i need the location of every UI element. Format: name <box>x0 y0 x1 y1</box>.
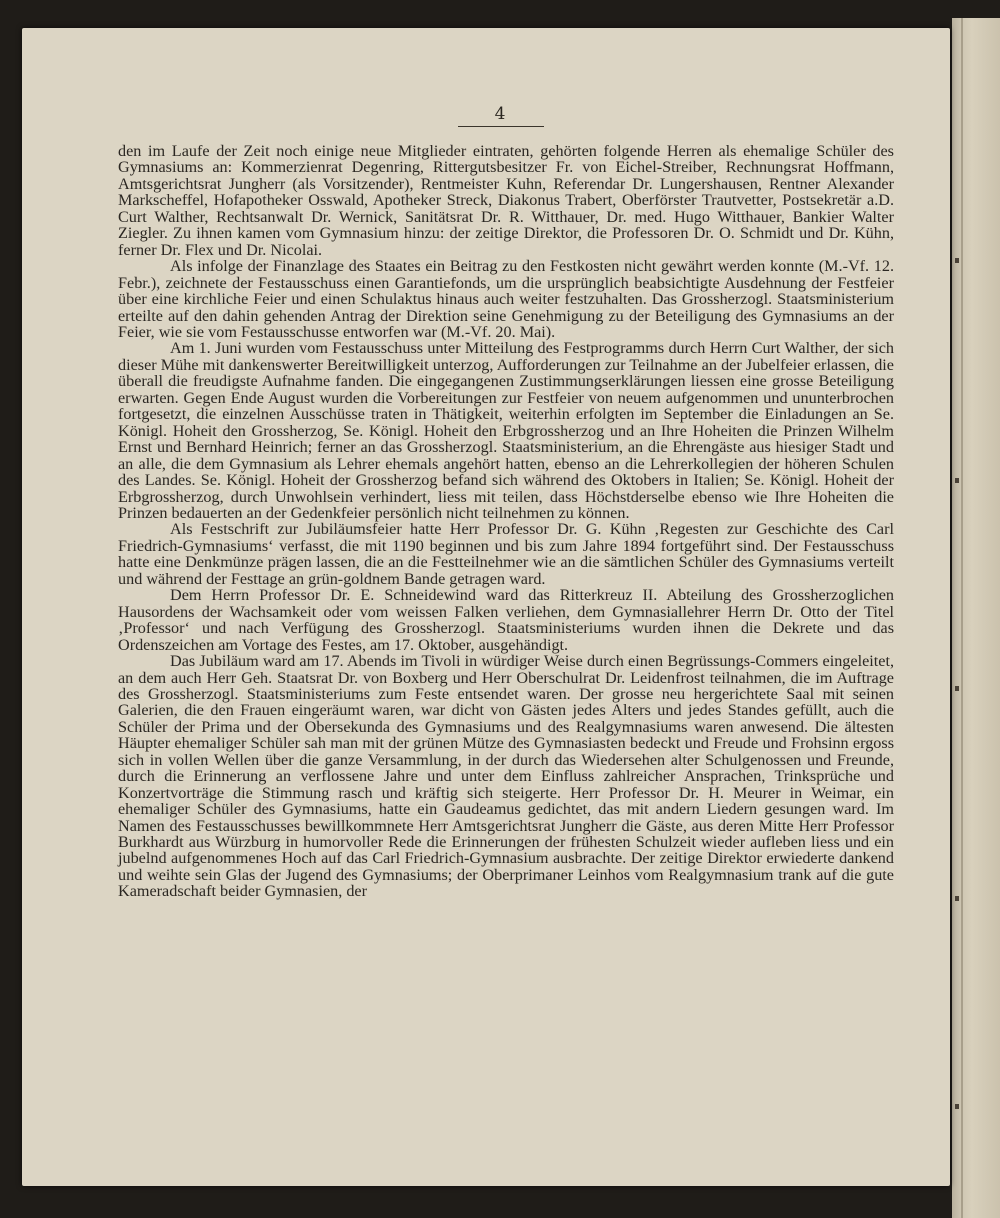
edge-mark <box>955 258 959 263</box>
page-number: 4 <box>494 104 506 124</box>
page-number-rule <box>458 126 544 127</box>
paragraph: Am 1. Juni wurden vom Festausschuss unter Mitteilung des Festprogramms durch Herrn Curt Walther, der sich dieser Mühe mit dankenswerter Bereitwilligkeit unterzog, Aufforderungen zur Teilnahme an der Jubelfeier erlassen, die überall die freudigste Aufnahme fanden. Die eingegangenen Zustimmungserklärungen liessen eine grosse Beteiligung erwarten. Gegen Ende August wurden die Vorbereitungen zur Festfeier von neuem aufgenommen und ununterbrochen fortgesetzt, die einzelnen Ausschüsse traten in Thätigkeit, weiterhin erfolgten im September die Einladungen an Se. Königl. Hoheit den Grossherzog, Se. Königl. Hoheit den Erbgrossherzog und an Ihre Hoheiten die Prinzen Wilhelm Ernst und Bernhard Heinrich; ferner an das Grossherzogl. Staatsministerium, an die Ehrengäste aus hiesiger Stadt und an alle, die dem Gymnasium als Lehrer ehemals angehört hatten, ebenso an die Lehrerkollegien der höheren Schulen des Landes. Se. Königl. Hoheit der Grossherzog befand sich während des Oktobers in Italien; Se. Königl. Hoheit der Erbgrossherzog, durch Unwohlsein verhindert, liess mit teilen, dass Höchstderselbe ebenso wie Ihre Hoheiten die Prinzen bedauerten an der Gedenkfeier persönlich nicht teilnehmen zu können. <box>118 339 894 522</box>
paragraph: Als Festschrift zur Jubiläumsfeier hatte Herr Professor Dr. G. Kühn ‚Regesten zur Geschichte des Carl Friedrich-Gymnasiums‘ verfasst, die mit 1190 beginnen und bis zum Jahre 1894 fortgeführt sind. Der Festausschuss hatte eine Denkmünze prägen lassen, die an die Festteilnehmer wie an die sämtlichen Schüler des Gymnasiums verteilt und während der Festtage an grün-goldnem Bande getragen ward. <box>118 520 894 588</box>
page-fold-line <box>961 18 963 1218</box>
paragraph: Dem Herrn Professor Dr. E. Schneidewind ward das Ritterkreuz II. Abteilung des Grossherzoglichen Hausordens der Wachsamkeit oder vom weissen Falken verliehen, dem Gymnasiallehrer Herrn Dr. Otto der Titel ‚Professor‘ und nach Verfügung des Grossherzogl. Staatsministeriums wurden ihnen die Dekrete und das Ordenszeichen am Vortage des Festes, am 17. Oktober, ausgehändigt. <box>118 586 894 654</box>
paragraph: den im Laufe der Zeit noch einige neue Mitglieder eintraten, gehörten folgende Herren als ehemalige Schüler des Gymnasiums an: Kommerzienrat Degenring, Rittergutsbesitzer Fr. von Eichel-Streiber, Rechnungsrat Hoffmann, Amtsgerichtsrat Jungherr (als Vorsitzender), Rentmeister Kuhn, Referendar Dr. Lungershausen, Rentner Alexander Markscheffel, Hofapotheker Osswald, Apotheker Streck, Diakonus Trabert, Oberförster Trautvetter, Postsekretär a.D. Curt Walther, Rechtsanwalt Dr. Wernick, Sanitätsrat Dr. R. Witthauer, Dr. med. Hugo Witthauer, Bankier Walter Ziegler. Zu ihnen kamen vom Gymnasium hinzu: der zeitige Direktor, die Professoren Dr. O. Schmidt und Dr. Kühn, ferner Dr. Flex und Dr. Nicolai. <box>118 142 894 259</box>
edge-mark <box>955 686 959 691</box>
paragraph: Das Jubiläum ward am 17. Abends im Tivoli in würdiger Weise durch einen Begrüssungs-Commers eingeleitet, an dem auch Herr Geh. Staatsrat Dr. von Boxberg und Herr Oberschulrat Dr. Leidenfrost teilnahmen, die im Auftrage des Grossherzogl. Staatsministeriums zum Feste entsendet waren. Der grosse neu hergerichtete Saal mit seinen Galerien, die den Frauen eingeräumt waren, war dicht von Gästen jedes Alters und jedes Standes gefüllt, auch die Schüler der Prima und der Obersekunda des Gymnasiums und des Realgymnasiums waren anwesend. Die ältesten Häupter ehemaliger Schüler sah man mit der grünen Mütze des Gymnasiasten bedeckt und Freude und Frohsinn ergoss sich in vollen Wellen über die ganze Versammlung, in der durch das Wiedersehen alter Schulgenossen und Freunde, durch die Erinnerung an verflossene Jahre und unter dem Einfluss zahlreicher Ansprachen, Trinksprüche und Konzertvorträge die Stimmung rasch und kräftig sich steigerte. Herr Professor Dr. H. Meurer in Weimar, ein ehemaliger Schüler des Gymnasiums, hatte ein Gaudeamus gedichtet, das mit andern Liedern gesungen ward. Im Namen des Festausschusses bewillkommnete Herr Amtsgerichtsrat Jungherr die Gäste, aus deren Mitte Herr Professor Burkhardt aus Würzburg in humorvoller Rede die Erinnerungen der frühesten Schulzeit wieder aufleben liess und ein jubelnd aufgenommenes Hoch auf das Carl Friedrich-Gymnasium ausbrachte. Der zeitige Direktor erwiederte dankend und weihte sein Glas der Jugend des Gymnasiums; der Oberprimaner Leinhos vom Realgymnasium trank auf die gute Kameradschaft beider Gymnasien, der <box>118 652 894 901</box>
edge-mark <box>955 896 959 901</box>
edge-mark <box>955 478 959 483</box>
body-text <box>118 143 894 900</box>
edge-mark <box>955 1104 959 1109</box>
paragraph: Als infolge der Finanzlage des Staates ein Beitrag zu den Festkosten nicht gewährt werden konnte (M.-Vf. 12. Febr.), zeichnete der Festausschuss einen Garantiefonds, um die ursprünglich beabsichtigte Ausdehnung der Festfeier über eine kirchliche Feier und einen Schulaktus hinaus auch weiter festzuhalten. Das Grossherzogl. Staatsministerium erteilte auf den dahin gehenden Antrag der Direktion seine Genehmigung zu der Beteiligung des Gymnasiums an der Feier, wie sie vom Festausschusse entworfen war (M.-Vf. 20. Mai). <box>118 257 894 341</box>
adjacent-page-edge <box>952 18 1000 1218</box>
